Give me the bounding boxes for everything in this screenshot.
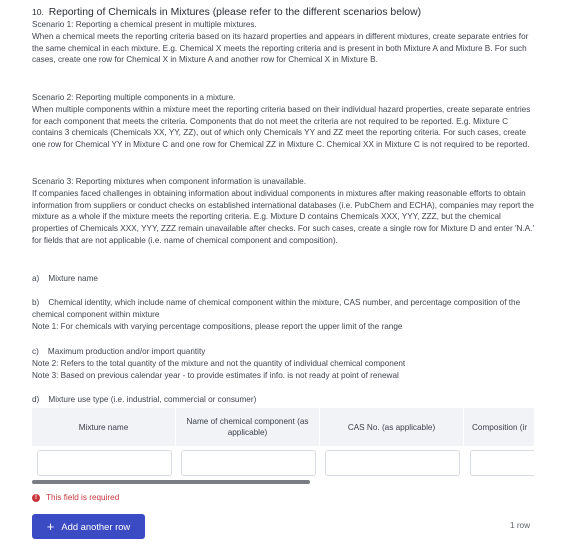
plus-icon: + bbox=[46, 519, 55, 534]
mixture-table bbox=[32, 408, 534, 486]
note-a: a) Mixture name bbox=[32, 274, 98, 283]
add-another-row-button[interactable] bbox=[32, 514, 145, 539]
add-another-row-label: Add another row bbox=[61, 521, 131, 532]
composition-input[interactable] bbox=[470, 450, 534, 476]
validation-error bbox=[32, 493, 119, 502]
row-count: 1 row bbox=[510, 521, 531, 530]
horizontal-scrollbar-thumb[interactable] bbox=[32, 480, 310, 484]
error-icon: ! bbox=[32, 494, 40, 502]
scenario-2-text: Scenario 2: Reporting multiple components in a mixture. When multiple components within a mixture meet the reporting criteria based on their individual hazard properties, create separate entries for each component that meets the criteria. Components that do not meet the criteria are not required to be reported. E.g. Mixture C contains 3 chemicals (Chemicals XX, YY, ZZ), out of which only Chemicals YY and ZZ meet the reporting criteria. For such cases, create one row for Chemical YY in Mixture C and one row for Chemical ZZ in Mixture C. Chemical XX in Mixture C is not required to be reported. bbox=[32, 93, 531, 150]
note-d: d) Mixture use type (i.e. industrial, commercial or consumer) bbox=[32, 395, 257, 404]
mixture-name-input[interactable] bbox=[37, 450, 172, 476]
scenario-1-text: Scenario 1: Reporting a chemical present in multiple mixtures. When a chemical meets the reporting criteria based on its hazard properties and appears in different mixtures, create separate entries for the same chemical in each mixture. E.g. Chemical X meets the reporting criteria and is present in both Mixture A and Mixture B. For such cases, create one row for Chemical X in Mixture A and another row for Chemical X in Mixture B. bbox=[32, 20, 529, 65]
cas-no-input[interactable] bbox=[325, 450, 460, 476]
note-b: b) Chemical identity, which include name of chemical component within the mixture, CAS number, and percentage composition of the chemical component within mixture Note 1: For chemicals with varying percentage compositions, please report the upper limit of the range bbox=[32, 298, 521, 331]
question-number: 10. bbox=[32, 7, 44, 17]
column-header-composition: Composition (ir bbox=[464, 408, 534, 446]
note-c: c) Maximum production and/or import quantity Note 2: Refers to the total quantity of the mixture and not the quantity of individual chemical component Note 3: Based on previous calendar year - to provide estimates if info. is not ready at point of renewal bbox=[32, 347, 406, 380]
question-title-text: Reporting of Chemicals in Mixtures (please refer to the different scenarios below) bbox=[48, 7, 422, 18]
validation-error-message: This field is required bbox=[46, 493, 120, 502]
column-header-cas-no: CAS No. (as applicable) bbox=[320, 408, 464, 446]
chemical-component-input[interactable] bbox=[181, 450, 316, 476]
scenario-3-text: Scenario 3: Reporting mixtures when component information is unavailable. If companies faced challenges in obtaining information about individual components in mixtures after making reasonable efforts to obtain information from suppliers or conduct checks on established international databases (i.e. PubChem and ECHA), companies may report the mixture as a whole if the mixture meets the reporting criteria. E.g. Mixture D contains Chemicals XXX, YYY, ZZZ, but the chemical properties of Chemicals XXX, YYY, ZZZ remain unavailable after checks. For such cases, create a single row for Mixture D and enter 'N.A.' for fields that are not applicable (i.e. name of chemical component and composition). bbox=[32, 177, 535, 245]
column-header-mixture-name: Mixture name bbox=[32, 408, 176, 446]
column-header-chemical-component: Name of chemical component (as applicable) bbox=[176, 408, 320, 446]
question-title bbox=[32, 6, 552, 19]
table-header bbox=[32, 408, 534, 446]
